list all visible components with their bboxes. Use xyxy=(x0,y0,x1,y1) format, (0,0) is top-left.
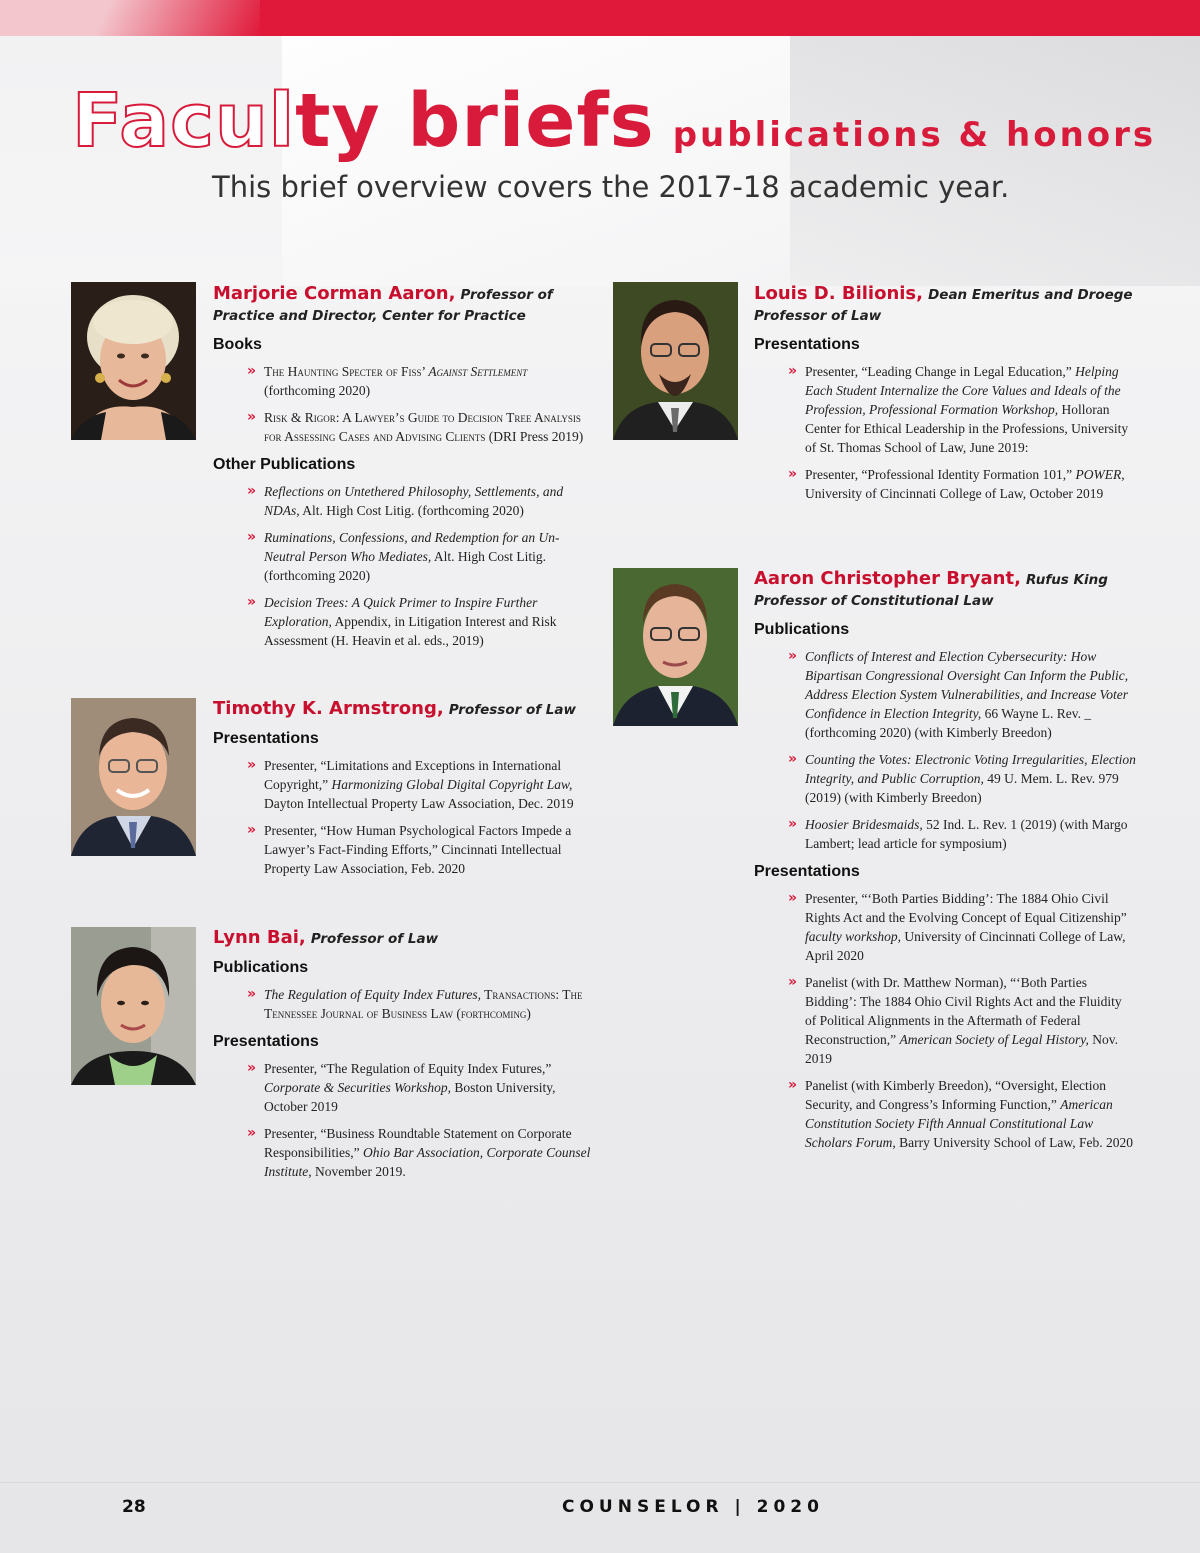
faculty-role: Professor of Law xyxy=(448,702,576,718)
section-heading: Publications xyxy=(754,621,850,638)
list-item: » Presenter, “How Human Psychological Factors Impede a Lawyer’s Fact-Finding Efforts,” Cincinnati Intellectual Property Law Association, Feb. 2020 xyxy=(247,822,572,876)
photo-marjorie-aaron xyxy=(71,282,196,440)
faculty-louis-bilionis xyxy=(754,284,1136,511)
faculty-name: Timothy K. Armstrong, xyxy=(213,698,444,719)
chevron-icon: » xyxy=(788,816,798,832)
faculty-name: Louis D. Bilionis, xyxy=(754,283,923,304)
chevron-icon: » xyxy=(247,1060,257,1076)
chevron-icon: » xyxy=(788,466,798,482)
list-item: » Ruminations, Confessions, and Redemption for an Un-Neutral Person Who Mediates, Alt. High Cost Litig. (forthcoming 2020) xyxy=(247,529,560,583)
photo-timothy-armstrong xyxy=(71,698,196,856)
list-item: » Presenter, “Limitations and Exceptions in International Copyright,” Harmonizing Global Digital Copyright Law, Dayton Intellectual Property Law Association, Dec. 2019 xyxy=(247,757,574,811)
page-header xyxy=(72,78,1172,168)
list-item: » Presenter, “‘Both Parties Bidding’: The 1884 Ohio Civil Rights Act and the Evolving Concept of Equal Citizenship” faculty workshop, University of Cincinnati College of Law, April 2020 xyxy=(788,890,1127,963)
list-item: » The Haunting Specter of Fiss’ Against Settlement (forthcoming 2020) xyxy=(247,363,528,398)
chevron-icon: » xyxy=(247,594,257,610)
section-heading: Presentations xyxy=(754,863,860,880)
chevron-icon: » xyxy=(247,483,257,499)
chevron-icon: » xyxy=(247,986,257,1002)
page-number: 28 xyxy=(122,1497,146,1517)
title-subtitle: publications & honors xyxy=(672,115,1157,155)
footer-divider xyxy=(0,1482,1200,1483)
photo-lynn-bai xyxy=(71,927,196,1085)
chevron-icon: » xyxy=(247,529,257,545)
chevron-icon: » xyxy=(788,751,798,767)
list-item: » Hoosier Bridesmaids, 52 Ind. L. Rev. 1 (2019) (with Margo Lambert; lead article for symposium) xyxy=(788,816,1128,851)
chevron-icon: » xyxy=(788,363,798,379)
faculty-aaron-bryant xyxy=(754,569,1136,1160)
chevron-icon: » xyxy=(788,1077,798,1093)
chevron-icon: » xyxy=(247,1125,257,1141)
list-item: » Reflections on Untethered Philosophy, Settlements, and NDAs, Alt. High Cost Litig. (forthcoming 2020) xyxy=(247,483,564,518)
intro-text: This brief overview covers the 2017-18 academic year. xyxy=(212,170,1010,204)
faculty-name: Marjorie Corman Aaron, xyxy=(213,283,456,304)
chevron-icon: » xyxy=(247,822,257,838)
faculty-name: Aaron Christopher Bryant, xyxy=(754,568,1021,589)
section-heading: Publications xyxy=(213,959,309,976)
list-item: » Panelist (with Dr. Matthew Norman), “‘Both Parties Bidding’: The 1884 Ohio Civil Rights Act and the Fluidity of Political Alignments in the Aftermath of Federal Reconstruction,” American Society of Legal History, Nov. 2019 xyxy=(788,974,1122,1066)
section-heading: Presentations xyxy=(213,730,319,747)
list-item: » Presenter, “The Regulation of Equity Index Futures,” Corporate & Securities Workshop, Boston University, October 2019 xyxy=(247,1060,556,1114)
faculty-role: Rufus King Professor of Constitutional Law xyxy=(754,572,1108,609)
list-item: » Conflicts of Interest and Election Cybersecurity: How Bipartisan Congressional Oversight Can Inform the Public, Address Election System Vulnerabilities, and Increase Voter Confidence in Election Integrity, 66 Wayne L. Rev. _ (forthcoming 2020) (with Kimberly Breedon) xyxy=(788,648,1129,740)
section-heading: Presentations xyxy=(754,336,860,353)
chevron-icon: » xyxy=(788,890,798,906)
chevron-icon: » xyxy=(247,363,257,379)
section-heading: Other Publications xyxy=(213,456,356,473)
list-item: » Risk & Rigor: A Lawyer’s Guide to Decision Tree Analysis for Assessing Cases and Advising Clients (DRI Press 2019) xyxy=(247,409,584,444)
faculty-timothy-armstrong xyxy=(213,699,595,886)
magazine-footer: COUNSELOR | 2020 xyxy=(562,1497,824,1517)
list-item: » Presenter, “Leading Change in Legal Education,” Helping Each Student Internalize the Core Values and Ideals of the Profession, Professional Formation Workshop, Holloran Center for Ethical Leadership in the Professions, University of St. Thomas School of Law, June 2019: xyxy=(788,363,1129,455)
list-item: » Counting the Votes: Electronic Voting Irregularities, Election Integrity, and Public Corruption, 49 U. Mem. L. Rev. 979 (2019) (with Kimberly Breedon) xyxy=(788,751,1136,805)
section-heading: Presentations xyxy=(213,1033,319,1050)
photo-aaron-bryant xyxy=(613,568,738,726)
photo-louis-bilionis xyxy=(613,282,738,440)
chevron-icon: » xyxy=(788,974,798,990)
list-item: » Presenter, “Professional Identity Formation 101,” POWER, University of Cincinnati College of Law, October 2019 xyxy=(788,466,1125,501)
faculty-role: Professor of Practice and Director, Center for Practice xyxy=(213,287,553,324)
faculty-role: Dean Emeritus and Droege Professor of Law xyxy=(754,287,1133,324)
chevron-icon: » xyxy=(788,648,798,664)
list-item: » Decision Trees: A Quick Primer to Inspire Further Exploration, Appendix, in Litigation Interest and Risk Assessment (H. Heavin et al. eds., 2019) xyxy=(247,594,557,648)
list-item: » Presenter, “Business Roundtable Statement on Corporate Responsibilities,” Ohio Bar Association, Corporate Counsel Institute, November 2019. xyxy=(247,1125,591,1179)
top-bar-fade xyxy=(0,0,260,36)
title-solid: ty briefs xyxy=(295,78,655,164)
list-item: » Panelist (with Kimberly Breedon), “Oversight, Election Security, and Congress’s Informing Function,” American Constitution Society Fifth Annual Constitutional Law Scholars Forum, Barry University School of Law, Feb. 2020 xyxy=(788,1077,1133,1150)
chevron-icon: » xyxy=(247,757,257,773)
chevron-icon: » xyxy=(247,409,257,425)
faculty-marjorie-aaron xyxy=(213,284,595,658)
title-outline: Facul xyxy=(72,78,296,164)
faculty-lynn-bai xyxy=(213,928,595,1189)
faculty-role: Professor of Law xyxy=(310,931,439,947)
list-item: » The Regulation of Equity Index Futures, Transactions: The Tennessee Journal of Business Law (forthcoming) xyxy=(247,986,583,1021)
section-heading: Books xyxy=(213,336,262,353)
faculty-name: Lynn Bai, xyxy=(213,927,306,948)
